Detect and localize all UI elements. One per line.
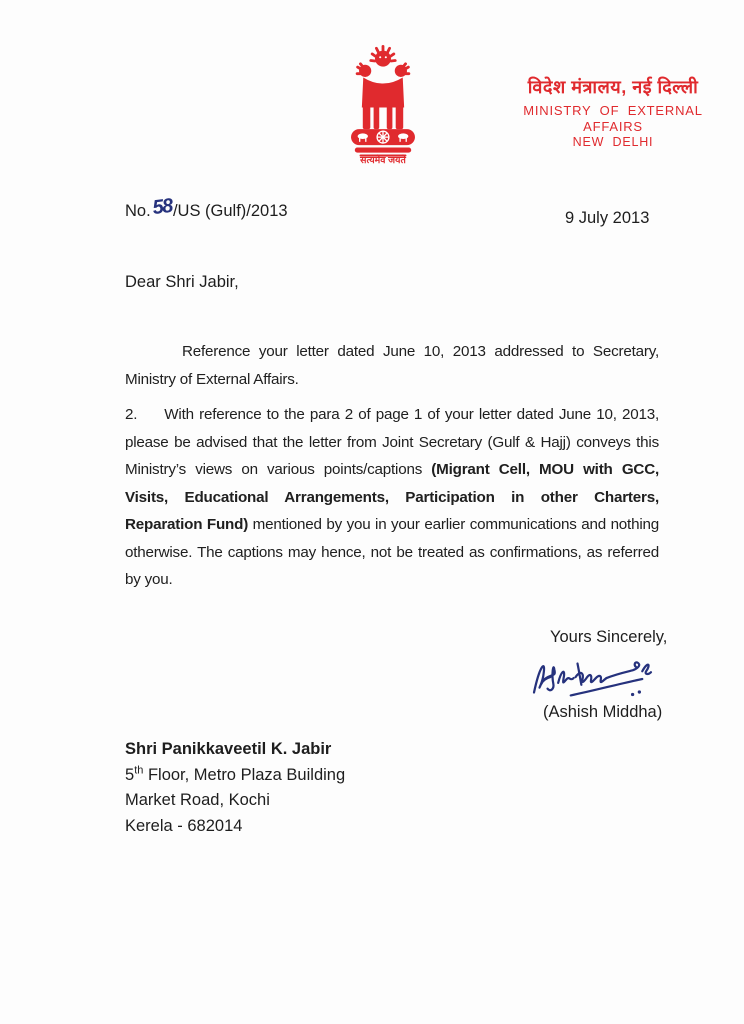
handwritten-file-number: 58 (150, 194, 173, 220)
paragraph-2-number: 2. (125, 406, 138, 423)
paragraph-2-text-end: mentioned by you in your earlier communications and nothing otherwise. The captions may hence, not be treated as confirmations, as referred by you. (125, 516, 659, 588)
signatory-name: (Ashish Middha) (543, 703, 663, 721)
reference-number (125, 194, 288, 222)
reference-prefix: No. (125, 202, 151, 220)
letter-date: 9 July 2013 (565, 209, 650, 227)
valediction: Yours Sincerely, (550, 628, 668, 646)
recipient-address-block (125, 737, 345, 839)
reference-suffix: /US (Gulf)/2013 (172, 202, 288, 220)
paragraph-2 (125, 401, 659, 594)
ordinal-suffix: th (134, 764, 144, 776)
paragraph-2-bold-captions: (Migrant Cell, MOU with GCC, Visits, Educational Arrangements, Participation in other Charters, Reparation Fund) (125, 461, 659, 533)
recipient-address-line-2: Market Road, Kochi (125, 791, 270, 809)
ministry-city: NEW DELHI (572, 135, 654, 149)
salutation: Dear Shri Jabir, (125, 273, 239, 291)
india-national-emblem-icon (336, 36, 430, 164)
paragraph-1: Reference your letter dated June 10, 2013 addressed to Secretary, Ministry of External Affairs. (125, 343, 659, 388)
recipient-name: Shri Panikkaveetil K. Jabir (125, 740, 332, 758)
ministry-name-hindi: विदेश मंत्रालय, नई दिल्ली (527, 77, 699, 97)
paragraph-2-text-start: With reference to the para 2 of page 1 of your letter dated June 10, 2013, please be advised that the letter from Joint Secretary (Gulf & Hajj) conveys this Ministry’s views on various points/captions (125, 406, 659, 478)
ministry-name-english: MINISTRY OF EXTERNAL AFFAIRS (523, 103, 703, 134)
recipient-address-line-1: 5th Floor, Metro Plaza Building (125, 764, 346, 784)
recipient-address-line-3: Kerela - 682014 (125, 816, 243, 835)
signature-ink (523, 650, 661, 708)
emblem-motto: सत्यमेव जयते (360, 153, 406, 164)
letterhead (498, 76, 728, 150)
